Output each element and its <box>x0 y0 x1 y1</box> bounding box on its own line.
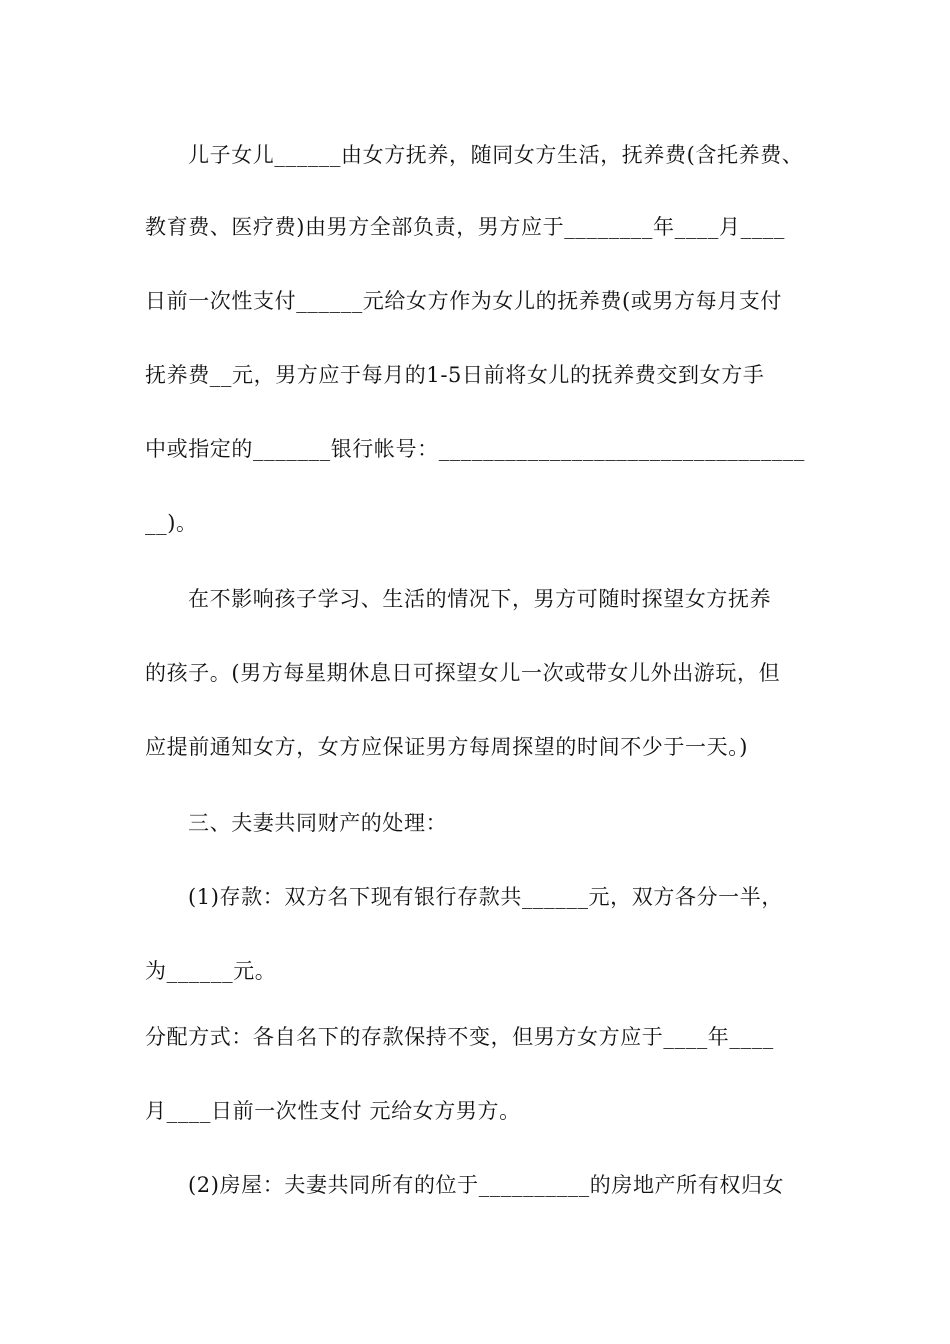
paragraph-line-5: 中或指定的_______银行帐号：_________________________________ <box>145 437 805 461</box>
paragraph-line-3: 日前一次性支付______元给女方作为女儿的抚养费(或男方每月支付 <box>145 289 782 313</box>
paragraph-line-11: (1)存款：双方名下现有银行存款共______元，双方各分一半， <box>188 885 783 909</box>
paragraph-line-14: 月____日前一次性支付 元给女方男方。 <box>145 1099 521 1123</box>
paragraph-line-13: 分配方式：各自名下的存款保持不变，但男方女方应于____年____ <box>145 1025 774 1049</box>
paragraph-line-15: (2)房屋：夫妻共同所有的位于__________的房地产所有权归女 <box>188 1173 785 1197</box>
paragraph-line-4: 抚养费__元，男方应于每月的1-5日前将女儿的抚养费交到女方手 <box>145 363 765 387</box>
paragraph-line-6: __)。 <box>145 511 198 535</box>
paragraph-line-8: 的孩子。(男方每星期休息日可探望女儿一次或带女儿外出游玩，但 <box>145 661 781 685</box>
paragraph-line-2: 教育费、医疗费)由男方全部负责，男方应于________年____月____ <box>145 215 785 239</box>
paragraph-line-7: 在不影响孩子学习、生活的情况下，男方可随时探望女方抚养 <box>188 587 772 611</box>
section-heading: 三、夫妻共同财产的处理： <box>188 811 448 835</box>
paragraph-line-9: 应提前通知女方，女方应保证男方每周探望的时间不少于一天。) <box>145 735 749 759</box>
paragraph-line-1: 儿子女儿______由女方抚养，随同女方生活，抚养费(含托养费、 <box>188 143 804 167</box>
paragraph-line-12: 为______元。 <box>145 959 277 983</box>
